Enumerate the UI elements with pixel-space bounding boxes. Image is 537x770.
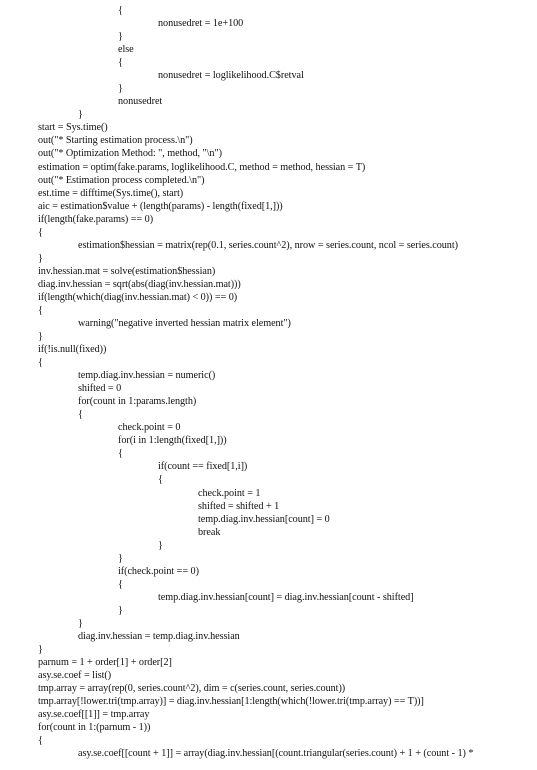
code-line: if(check.point == 0) — [118, 565, 199, 577]
code-line: { — [78, 409, 83, 421]
code-line: { — [118, 5, 123, 16]
code-line: check.point = 1 — [198, 487, 261, 499]
code-line: } — [38, 644, 43, 655]
code-line: } — [78, 109, 83, 121]
code-line: if(!is.null(fixed)) — [38, 344, 107, 355]
code-line: start = Sys.time() — [38, 122, 108, 134]
code-line: { — [118, 578, 123, 590]
code-line: { — [118, 57, 123, 69]
code-line: tmp.array = array(rep(0, series.count^2), dim = c(series.count, series.count)) — [38, 683, 346, 695]
code-line: } — [38, 252, 43, 264]
code-line: else — [118, 44, 134, 56]
code-line: aic = estimation$value + (length(params) - length(fixed[1,])) — [38, 200, 283, 212]
code-line: diag.inv.hessian = temp.diag.inv.hessian — [78, 630, 240, 642]
code-line: } — [118, 604, 123, 616]
code-line: estimation = optim(fake.params, loglikelihood.C, method = method, hessian = T) — [38, 161, 366, 173]
code-line: out("* Optimization Method: ", method, "\n") — [38, 148, 222, 160]
code-line: if(length(fake.params) == 0) — [38, 213, 154, 225]
code-line: check.point = 0 — [118, 422, 181, 434]
code-line: nonusedret = loglikelihood.C$retval — [158, 70, 304, 82]
code-line: asy.se.coef[[1]] = tmp.array — [38, 709, 150, 721]
code-line: estimation$hessian = matrix(rep(0.1, series.count^2), nrow = series.count, ncol = series.count) — [78, 239, 458, 251]
code-line: { — [38, 735, 43, 747]
code-line: temp.diag.inv.hessian[count] = 0 — [198, 513, 330, 525]
code-line: temp.diag.inv.hessian = numeric() — [78, 370, 216, 382]
code-line: break — [198, 526, 221, 538]
code-line: { — [38, 226, 43, 238]
code-line: nonusedret — [118, 96, 163, 108]
code-line: out("* Estimation process completed.\n") — [38, 174, 205, 186]
code-line: warning("negative inverted hessian matrix element") — [78, 318, 291, 329]
code-line: { — [38, 357, 43, 369]
code-line: if(count == fixed[1,i]) — [158, 461, 248, 473]
code-line: } — [78, 617, 83, 629]
code-line: } — [38, 331, 43, 342]
code-line: est.time = difftime(Sys.time(), start) — [38, 187, 184, 199]
code-line: { — [158, 474, 163, 486]
code-line: tmp.array[!lower.tri(tmp.array)] = diag.inv.hessian[1:length(which(!lower.tri(tmp.array) == T))] — [38, 696, 424, 708]
code-line: { — [118, 448, 123, 460]
code-line: shifted = 0 — [78, 383, 122, 395]
code-line: } — [118, 83, 123, 95]
code-line: asy.se.coef = list() — [38, 670, 112, 681]
code-line: diag.inv.hessian = sqrt(abs(diag(inv.hessian.mat))) — [38, 278, 241, 290]
code-line: } — [158, 539, 163, 551]
code-line: if(length(which(diag(inv.hessian.mat) < 0)) == 0) — [38, 291, 238, 303]
code-line: shifted = shifted + 1 — [198, 500, 280, 512]
code-line: { — [38, 304, 43, 316]
code-line: for(i in 1:length(fixed[1,])) — [118, 435, 227, 447]
code-line: parnum = 1 + order[1] + order[2] — [38, 657, 172, 668]
code-line: nonusedret = 1e+100 — [158, 18, 244, 29]
code-line: inv.hessian.mat = solve(estimation$hessian) — [38, 265, 216, 277]
code-line: } — [118, 31, 123, 43]
code-line: for(count in 1:params.length) — [78, 396, 197, 408]
code-line: } — [118, 552, 123, 564]
code-line: asy.se.coef[[count + 1]] = array(diag.inv.hessian[(count.triangular(series.count) + 1 + (count - 1) * — [78, 748, 474, 760]
code-line: out("* Starting estimation process.\n") — [38, 135, 193, 147]
code-line: for(count in 1:(parnum - 1)) — [38, 722, 151, 734]
code-line: temp.diag.inv.hessian[count] = diag.inv.hessian[count - shifted] — [158, 591, 414, 603]
